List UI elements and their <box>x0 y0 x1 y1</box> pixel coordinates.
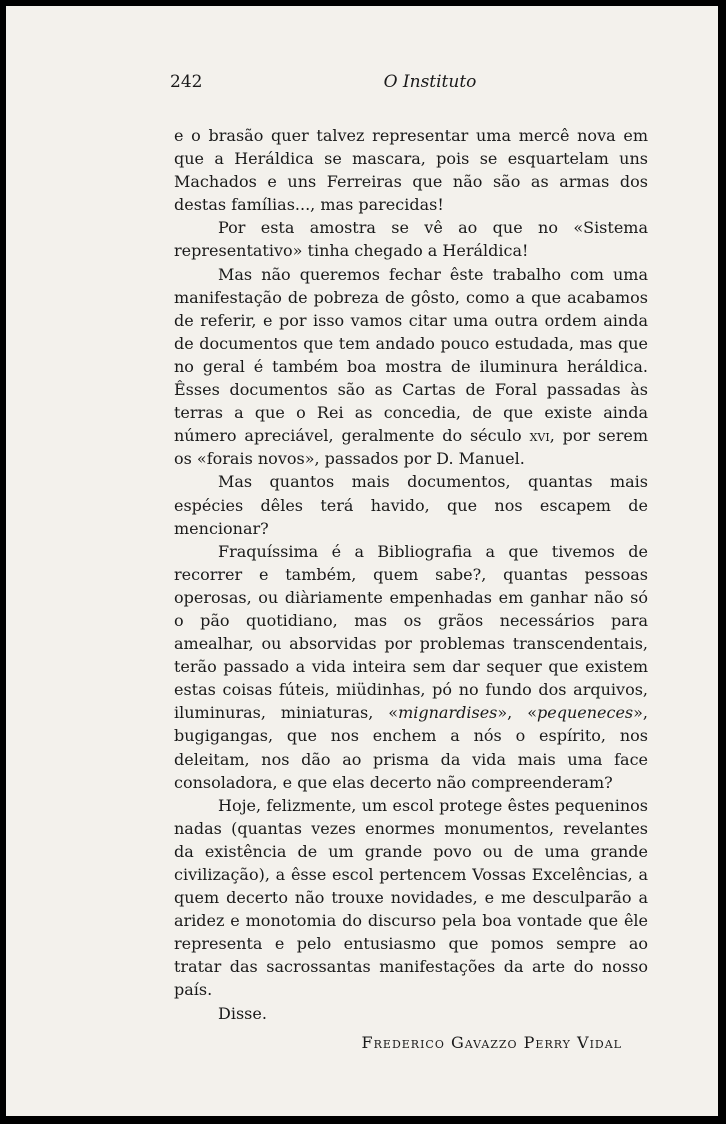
paragraph-2: Por esta amostra se vê ao que no «Sistema representativo» tinha chegado a Heráldica! <box>174 218 648 261</box>
paragraph-5-text-a: Fraquíssima é a Bibliografia a que tivemos de recorrer e também, quem sabe?, quantas pessoas operosas, ou diàriamente empenhadas em ganhar não só o pão quotidiano, mas os grãos necessários para amealhar, ou absorvidas por problemas transcendentais, terão passado a vida inteira sem dar sequer que existem estas coisas fúteis, miüdinhas, pó no fundo dos arquivos, iluminuras, miniaturas, « <box>174 541 648 723</box>
paragraph-3-text-a: Mas não queremos fechar êste trabalho com uma manifestação de pobreza de gôsto, como a que acabamos de referir, e por isso vamos citar uma outra ordem ainda de documentos que tem andado pouco estudada, mas que no geral é também boa mostra de iluminura heráldica. Êsses documentos são as Cartas de Foral passadas às terras a que o Rei as concedia, de que existe ainda número apreciável, geralmente do século <box>174 264 648 446</box>
paragraph-5 <box>174 540 648 794</box>
page-number: 242 <box>170 72 203 92</box>
century-numeral: xvi <box>529 426 550 446</box>
italic-term-pequeneces: pequeneces <box>537 703 634 723</box>
paragraph-6: Hoje, felizmente, um escol protege êstes pequeninos nadas (quantas vezes enormes monumentos, revelantes da existência de um grande povo ou de uma grande civilização), a êsse escol pertencem Vossas Excelências, a quem decerto não trouxe novidades, e me desculparão a aridez e monotomia do discurso pela boa vontade que êle representa e pelo entusiasmo que pomos sempre ao tratar das sacrossantas manifestações da arte do nosso país. <box>174 795 648 1000</box>
italic-term-mignardises: mignardises <box>398 703 498 723</box>
paragraph-7: Disse. <box>218 1003 267 1023</box>
paragraph-3-text-b: , por serem os «forais novos», passados por D. Manuel. <box>174 426 649 469</box>
running-title: O Instituto <box>383 72 477 92</box>
paragraph-5-text-c: », bugigangas, que nos enchem a nós o espírito, nos deleitam, nos dão ao prisma da vida mais uma face consoladora, e que elas decerto não compreenderam? <box>174 703 649 792</box>
book-page <box>6 6 718 1116</box>
page-header <box>170 72 650 96</box>
author-signature: Frederico Gavazzo Perry Vidal <box>361 1032 622 1052</box>
paragraph-4: Mas quantos mais documentos, quantas mais espécies dêles terá havido, que nos escapem de mencionar? <box>174 472 648 538</box>
paragraph-3 <box>174 263 648 471</box>
paragraph-5-text-b: », « <box>497 703 537 723</box>
paragraph-1: e o brasão quer talvez representar uma mercê nova em que a Heráldica se mascara, pois se esquartelam uns Machados e uns Ferreiras que não são as armas dos destas famílias..., mas parecidas! <box>174 126 648 215</box>
body-text <box>174 124 648 1054</box>
